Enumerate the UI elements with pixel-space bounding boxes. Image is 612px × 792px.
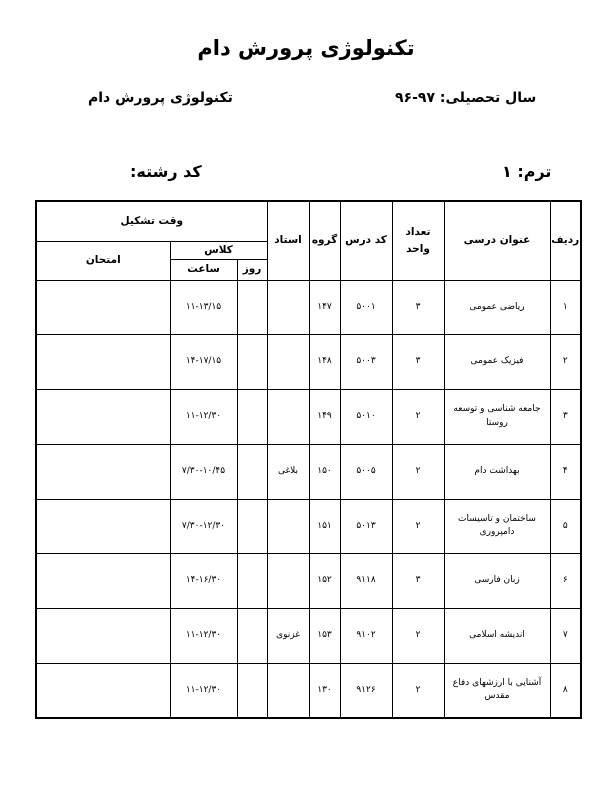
course-code: ۵۰۱۰ (340, 390, 392, 445)
table-row (36, 609, 581, 664)
course-instructor: غزنوی (267, 609, 309, 664)
exam-time (36, 499, 170, 554)
class-time: ۱۱-۱۳/۱۵ (170, 280, 237, 335)
class-day (237, 554, 267, 609)
course-instructor (267, 499, 309, 554)
course-code: ۹۱۱۸ (340, 554, 392, 609)
field-name: تکنولوژی پرورش دام (88, 90, 233, 106)
exam-time (36, 335, 170, 390)
header-instructor: استاد (267, 201, 309, 280)
course-units: ۲ (392, 499, 444, 554)
course-title: اندیشه اسلامی (444, 609, 550, 664)
table-row (36, 554, 581, 609)
table-row (36, 444, 581, 499)
course-units: ۳ (392, 554, 444, 609)
course-group: ۱۴۸ (309, 335, 340, 390)
class-day (237, 499, 267, 554)
header-exam: امتحان (36, 241, 170, 280)
exam-time (36, 390, 170, 445)
course-title: جامعه شناسی و توسعه روستا (444, 390, 550, 445)
course-title: زبان فارسی (444, 554, 550, 609)
class-day (237, 609, 267, 664)
course-instructor (267, 335, 309, 390)
page-title: تکنولوژی پرورش دام (197, 36, 415, 60)
course-code: ۵۰۰۳ (340, 335, 392, 390)
header-title: عنوان درسی (444, 201, 550, 280)
exam-time (36, 280, 170, 335)
course-instructor (267, 554, 309, 609)
course-instructor (267, 280, 309, 335)
header-row: ردیف (550, 201, 581, 280)
header-group: گروه (309, 201, 340, 280)
term-label: ترم: ۱ (502, 162, 552, 181)
class-time: ۱۱-۱۲/۳۰ (170, 609, 237, 664)
course-units: ۳ (392, 280, 444, 335)
course-units: ۲ (392, 390, 444, 445)
row-number: ۳ (550, 390, 581, 445)
course-units: ۲ (392, 663, 444, 718)
table-row (36, 663, 581, 718)
course-title: ریاضی عمومی (444, 280, 550, 335)
course-instructor: بلاغی (267, 444, 309, 499)
class-day (237, 335, 267, 390)
course-title: ساختمان و تاسیسات دامپروری (444, 499, 550, 554)
row-number: ۲ (550, 335, 581, 390)
class-time: ۷/۳۰-۱۲/۳۰ (170, 499, 237, 554)
row-number: ۶ (550, 554, 581, 609)
row-number: ۷ (550, 609, 581, 664)
row-number: ۴ (550, 444, 581, 499)
header-time: ساعت (170, 259, 237, 280)
exam-time (36, 609, 170, 664)
table-row (36, 499, 581, 554)
schedule-body (36, 280, 581, 718)
row-number: ۱ (550, 280, 581, 335)
course-units: ۲ (392, 444, 444, 499)
class-day (237, 390, 267, 445)
course-instructor (267, 663, 309, 718)
class-time: ۱۴-۱۷/۱۵ (170, 335, 237, 390)
course-title: فیزیک عمومی (444, 335, 550, 390)
class-day (237, 663, 267, 718)
row-number: ۸ (550, 663, 581, 718)
course-group: ۱۴۹ (309, 390, 340, 445)
exam-time (36, 663, 170, 718)
course-group: ۱۵۲ (309, 554, 340, 609)
course-instructor (267, 390, 309, 445)
course-code: ۹۱۲۶ (340, 663, 392, 718)
header-class: کلاس (170, 241, 267, 259)
table-row (36, 335, 581, 390)
header-code: کد درس (340, 201, 392, 280)
course-units: ۲ (392, 609, 444, 664)
schedule-table (35, 200, 582, 719)
table-row (36, 390, 581, 445)
class-day (237, 280, 267, 335)
course-group: ۱۵۱ (309, 499, 340, 554)
academic-year: سال تحصیلی: ۹۷-۹۶ (395, 90, 537, 106)
course-code: ۵۰۱۳ (340, 499, 392, 554)
course-code: ۵۰۰۱ (340, 280, 392, 335)
class-time: ۱۴-۱۶/۳۰ (170, 554, 237, 609)
class-time: ۷/۳۰-۱۰/۴۵ (170, 444, 237, 499)
class-time: ۱۱-۱۲/۳۰ (170, 663, 237, 718)
course-group: ۱۵۰ (309, 444, 340, 499)
header-units: تعداد واحد (392, 201, 444, 280)
row-number: ۵ (550, 499, 581, 554)
class-time: ۱۱-۱۲/۳۰ (170, 390, 237, 445)
course-group: ۱۴۷ (309, 280, 340, 335)
class-day (237, 444, 267, 499)
field-code-label: کد رشته: (130, 162, 202, 181)
table-row (36, 280, 581, 335)
exam-time (36, 554, 170, 609)
course-title: بهداشت دام (444, 444, 550, 499)
header-day: روز (237, 259, 267, 280)
course-units: ۳ (392, 335, 444, 390)
course-code: ۹۱۰۲ (340, 609, 392, 664)
course-group: ۱۵۳ (309, 609, 340, 664)
header-schedule: وقت تشکیل (36, 201, 267, 241)
exam-time (36, 444, 170, 499)
course-code: ۵۰۰۵ (340, 444, 392, 499)
course-title: آشنایی با ارزشهای دفاع مقدس (444, 663, 550, 718)
course-group: ۱۳۰ (309, 663, 340, 718)
